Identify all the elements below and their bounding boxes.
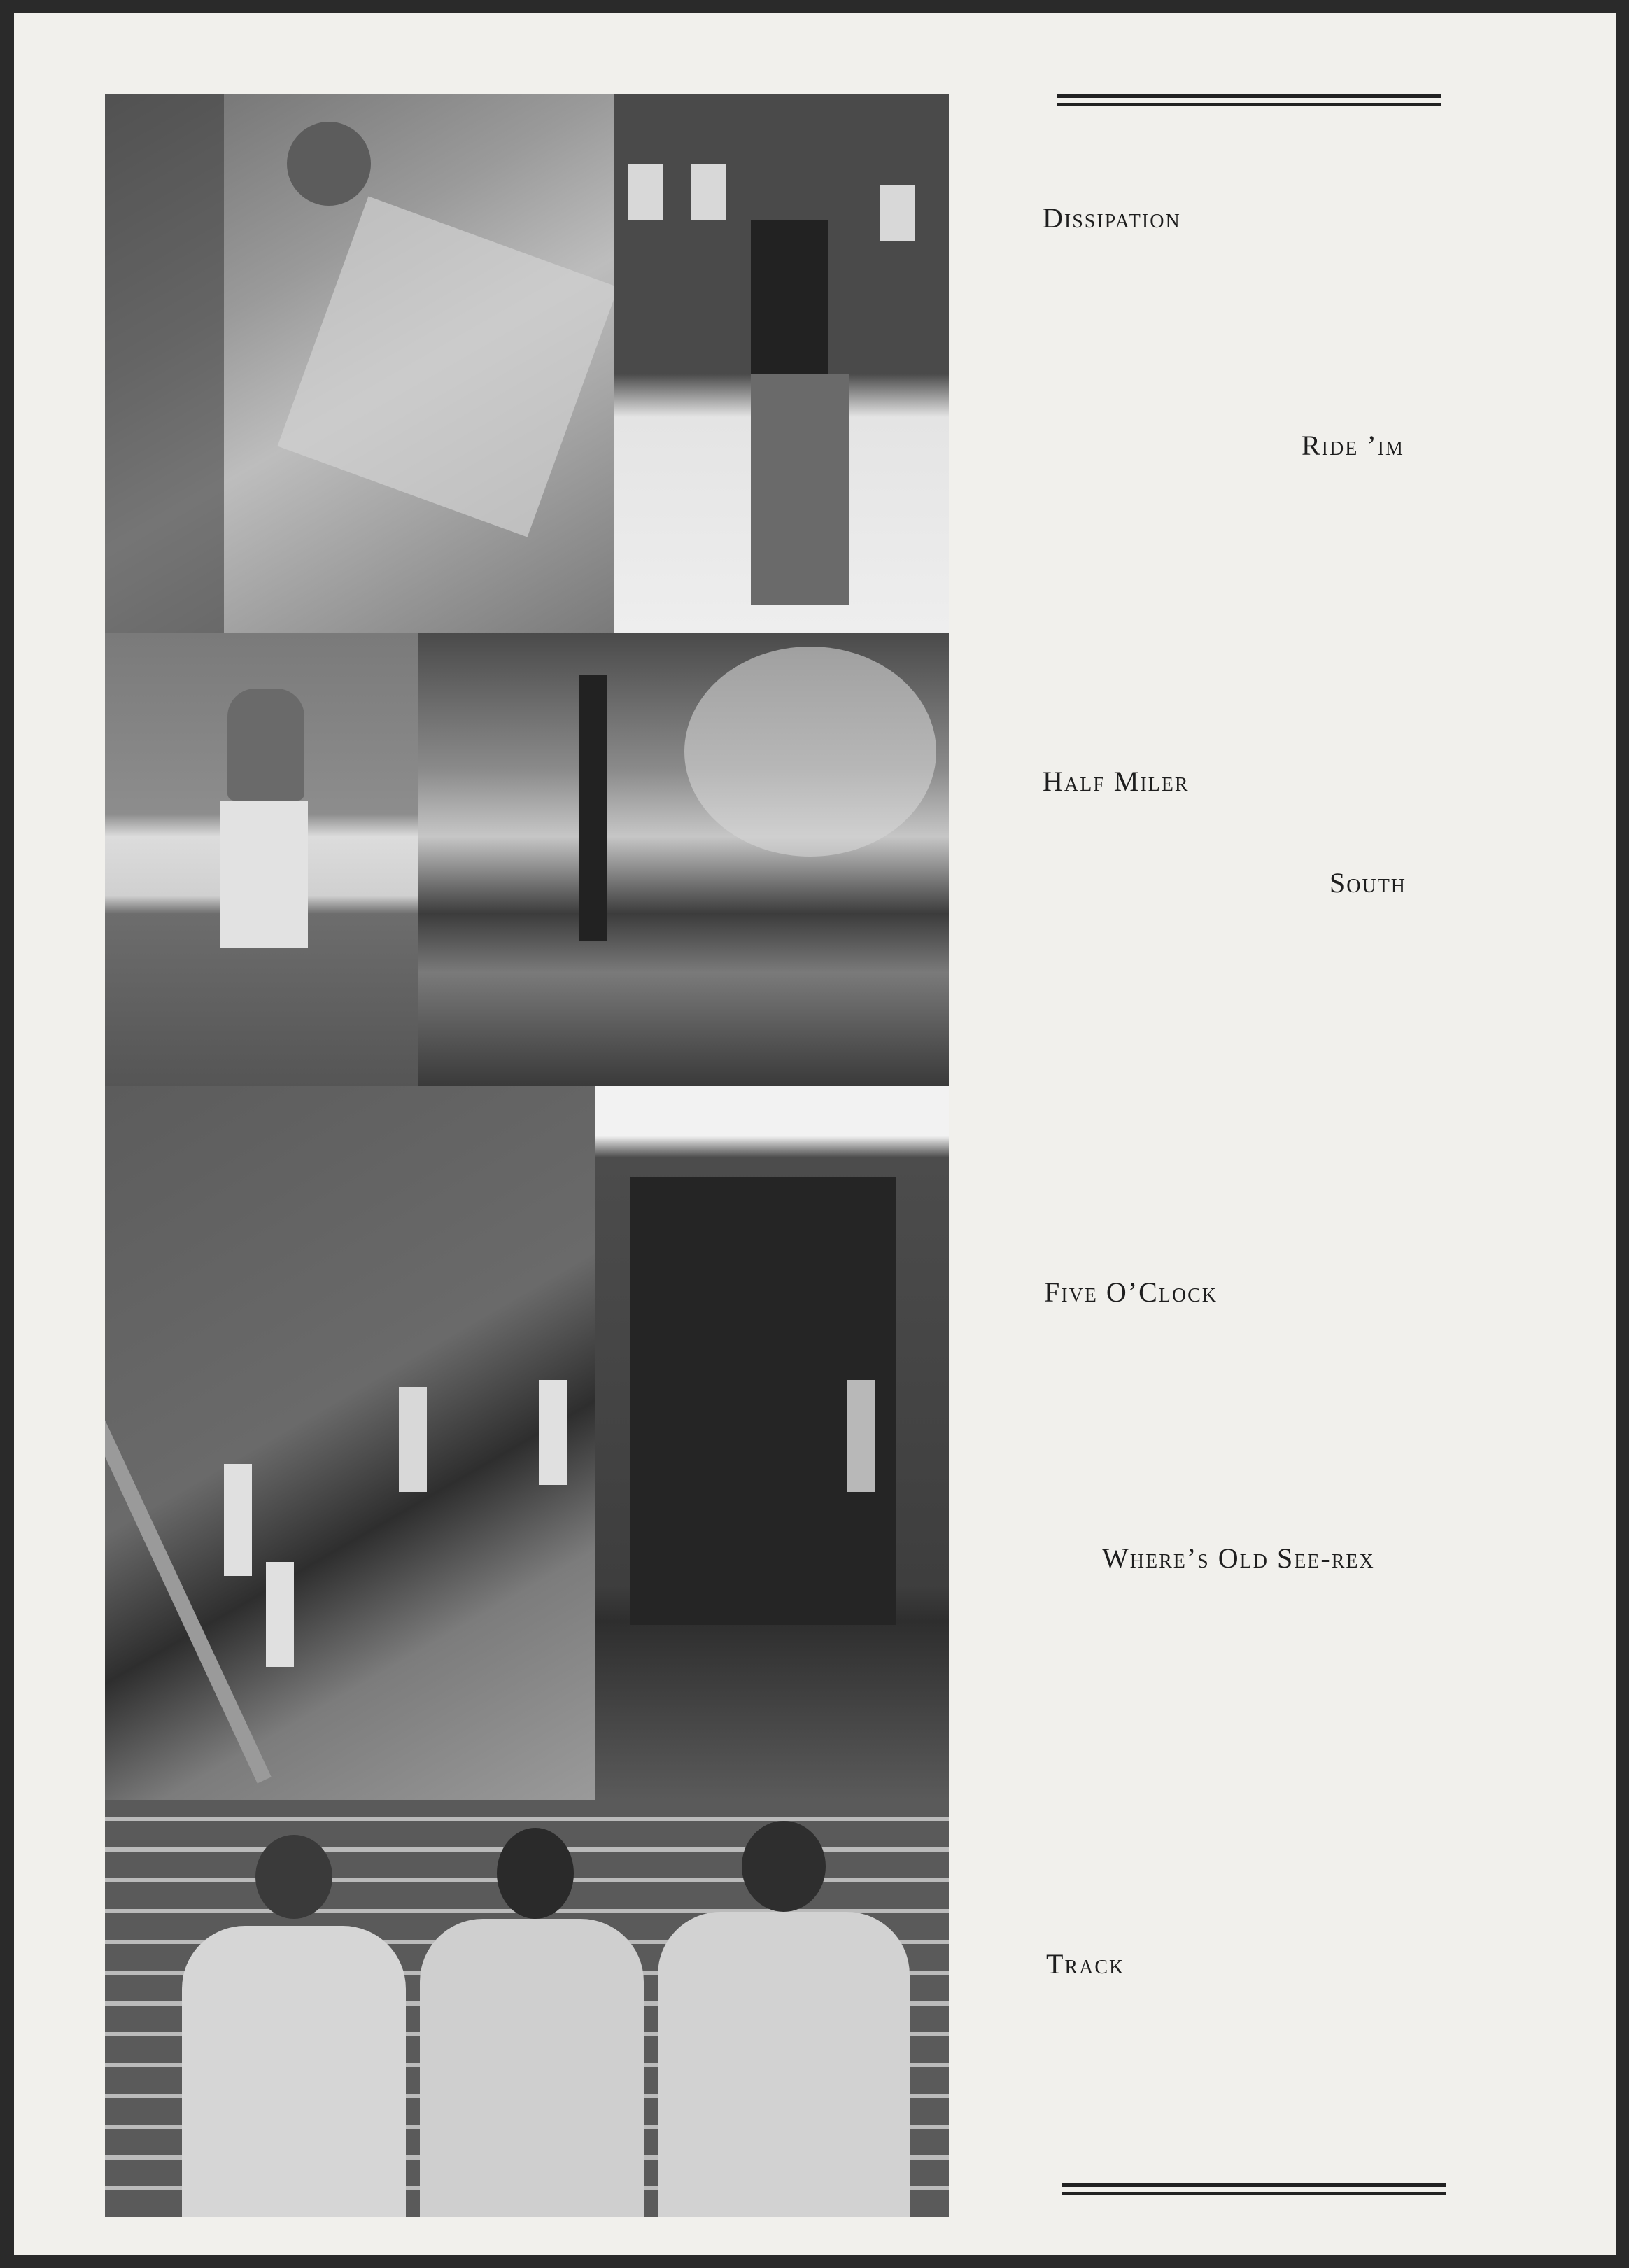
top-double-rule xyxy=(1057,94,1441,106)
caption-track: Track xyxy=(1046,1948,1125,1980)
photo-wheres-old-see-rex xyxy=(595,1086,949,1800)
photo-five-oclock xyxy=(105,1086,595,1800)
caption-ride-im: Ride ’im xyxy=(1302,430,1404,461)
caption-south: South xyxy=(1330,867,1407,899)
caption-five-oclock: Five O’Clock xyxy=(1044,1276,1218,1308)
caption-dissipation: Dissipation xyxy=(1043,202,1181,234)
photo-track xyxy=(105,1800,949,2217)
photo-ride-im xyxy=(614,94,949,633)
photo-half-miler xyxy=(105,633,418,1086)
yearbook-page xyxy=(14,13,1616,2255)
photo-dissipation xyxy=(105,94,614,633)
photo-south xyxy=(418,633,949,1086)
caption-half-miler: Half Miler xyxy=(1043,766,1190,797)
bottom-double-rule xyxy=(1062,2183,1446,2195)
caption-wheres-old-see-rex: Where’s Old See-rex xyxy=(1102,1542,1375,1574)
